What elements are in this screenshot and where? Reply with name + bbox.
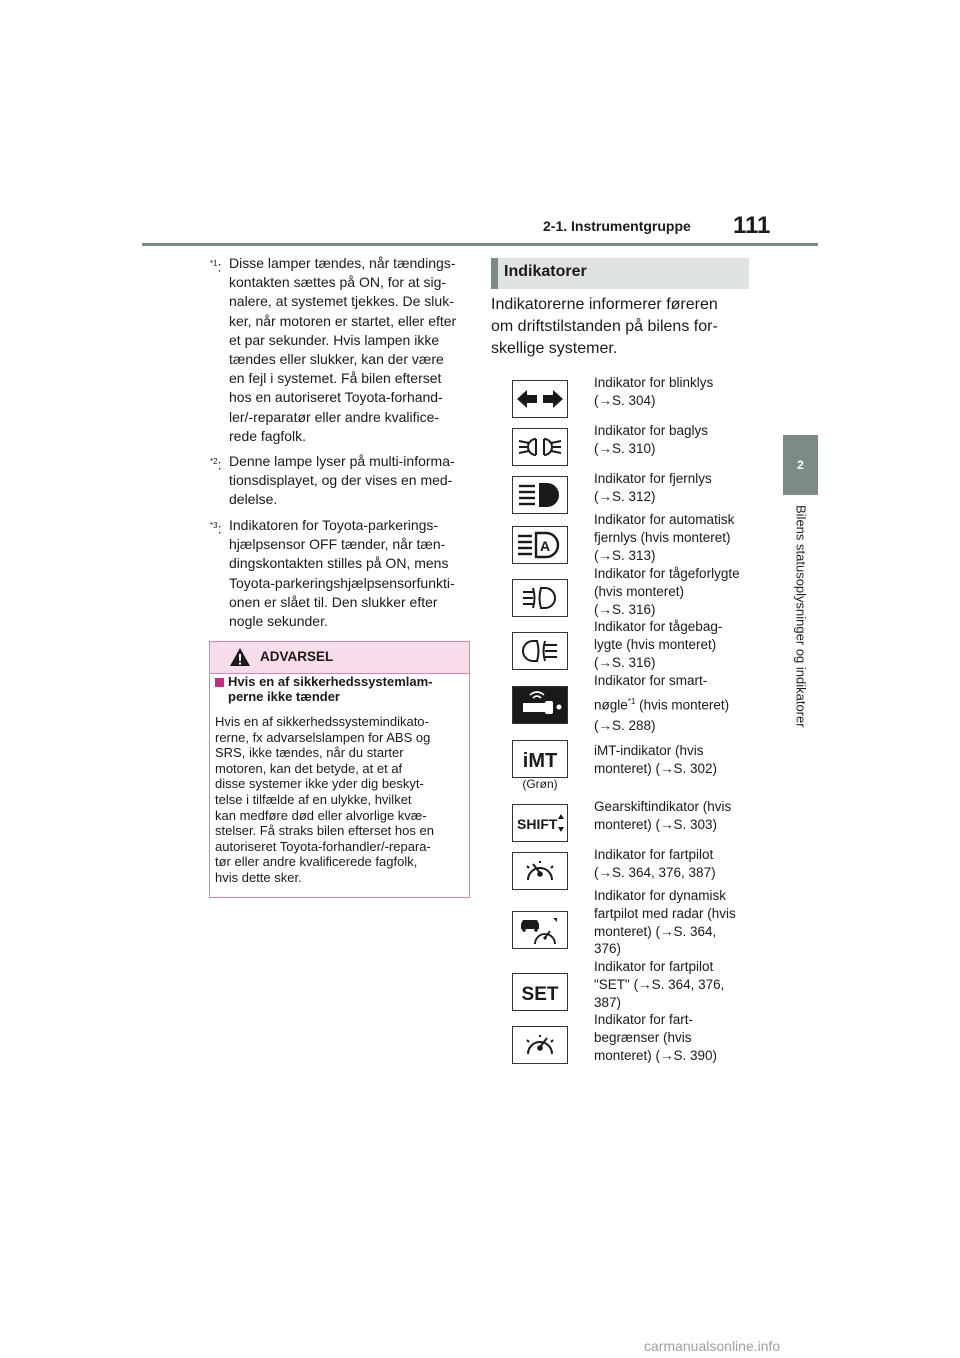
indicator-description: Indikator for fartpilot (→S. 364, 376, 387) — [594, 847, 716, 880]
tail-light-icon — [512, 428, 568, 466]
radar-cruise-icon — [512, 911, 568, 949]
smart-key-icon — [512, 686, 568, 724]
chapter-tab-number: 2 — [783, 435, 818, 495]
footnote-marker: $^{*1}$: — [210, 258, 222, 275]
footnote-3: $^{*3}$: Indikatoren for Toyota-parkerings- hjælpsensor OFF tænder, når tæn- dingskontakten stilles på ON, mens Toyota-parkeringshjælpsensorfunkti- onen er slået til. Den slukker efter nogle sekunder. — [210, 517, 455, 630]
imt-icon — [512, 740, 568, 778]
warning-triangle-icon — [229, 647, 251, 667]
indicator-description: iMT-indikator (hvis monteret) (→S. 302) — [594, 743, 718, 776]
footnote-marker: $^{*2}$: — [210, 456, 222, 473]
set-icon-text: SET — [521, 984, 559, 1005]
indicator-description: Indikator for fart- begrænser (hvis monteret) (→S. 390) — [594, 1012, 718, 1063]
indicator-description: Indikator for fartpilot "SET" (→S. 364, 376, 387) — [594, 959, 725, 1010]
speed-limiter-icon — [512, 1026, 568, 1064]
warning-box — [209, 641, 470, 898]
auto-high-beam-icon — [512, 526, 568, 564]
indicator-description: Indikator for baglys (→S. 310) — [594, 423, 709, 456]
page-number: 111 — [733, 212, 771, 239]
header-rule — [142, 243, 818, 246]
shift-icon-text: SHIFT — [517, 816, 558, 832]
footnote-2: $^{*2}$: Denne lampe lyser på multi-informa- tionsdisplayet, og der vises en med- delelse. — [210, 453, 455, 508]
footnote-1: $^{*1}$: Disse lamper tændes, når tændings- kontakten sættes på ON, for at sig- nalere, at systemet tjekkes. De sluk- ker, når motoren er startet, eller efter et par sekunder. Hvis lampen ikke tændes eller slukker, kan der være en fejl i systemet. Få bilen efterset hos en autoriseret Toyota-forhand- ler/-reparatør eller andre kvalifice- rede fagfolk. — [210, 255, 457, 444]
imt-icon-text: iMT — [522, 750, 558, 772]
warning-body: Hvis en af sikkerhedssystemindikato- rerne, fx advarselslampen for ABS og SRS, ikke tændes, når du starter motoren, kan det betyde, at et af disse systemer ikke yder dig beskyt- telse i tilfælde af en ulykke, hvilket kan medføre død eller alvorlige kvæ- stelser. Få straks bilen efterset hos en autoriseret Toyota-forhandler/-repara- tør eller andre kvalificerede fagfolk, hvis dette sker. — [215, 714, 434, 885]
indicator-description: Indikator for dynamisk fartpilot med radar (hvis monteret) (→S. 364, 376) — [594, 888, 736, 957]
indicator-description: Indikator for fjernlys (→S. 312) — [594, 471, 712, 504]
chapter-title-text: Bilens statusoplysninger og indikatorer — [793, 505, 809, 728]
section-heading-bar — [491, 258, 498, 289]
shift-indicator-icon — [512, 804, 568, 842]
watermark-text: carmanualsonline.info — [644, 1338, 781, 1354]
svg-text:A: A — [540, 538, 551, 554]
header-section-title: 2-1. Instrumentgruppe — [543, 218, 691, 234]
section-heading — [491, 258, 749, 289]
section-title: Indikatorer — [504, 263, 587, 280]
indicator-description: Indikator for tågeforlygte (hvis monteret) (→S. 316) — [594, 566, 740, 617]
indicator-description: Gearskiftindikator (hvis monteret) (→S. 303) — [594, 799, 732, 832]
warning-label: ADVARSEL — [260, 649, 334, 664]
chapter-tab-title — [786, 505, 816, 770]
turn-signal-icon — [512, 380, 568, 418]
footnote-marker: $^{*3}$: — [210, 520, 222, 537]
cruise-set-icon — [512, 973, 568, 1011]
cruise-control-icon — [512, 852, 568, 890]
warning-header — [210, 642, 469, 674]
front-fog-light-icon — [512, 579, 568, 617]
rear-fog-light-icon — [512, 632, 568, 670]
high-beam-icon — [512, 476, 568, 514]
warning-bullet-square — [215, 678, 224, 687]
indicator-description: Indikator for tågebag- lygte (hvis monteret) (→S. 316) — [594, 619, 723, 670]
indicator-description: Indikator for smart- nøgle$^{*1}$ (hvis monteret) (→S. 288) — [594, 673, 730, 734]
indicator-description: Indikator for blinklys (→S. 304) — [594, 375, 714, 408]
imt-caption: (Grøn) — [522, 777, 558, 791]
indicator-description: Indikator for automatisk fjernlys (hvis monteret) (→S. 313) — [594, 512, 735, 563]
warning-subtitle: Hvis en af sikkerhedssystemlam- perne ikke tænder — [228, 674, 433, 704]
section-intro: Indikatorerne informerer føreren om driftstilstanden på bilens for- skellige systemer. — [491, 296, 718, 357]
